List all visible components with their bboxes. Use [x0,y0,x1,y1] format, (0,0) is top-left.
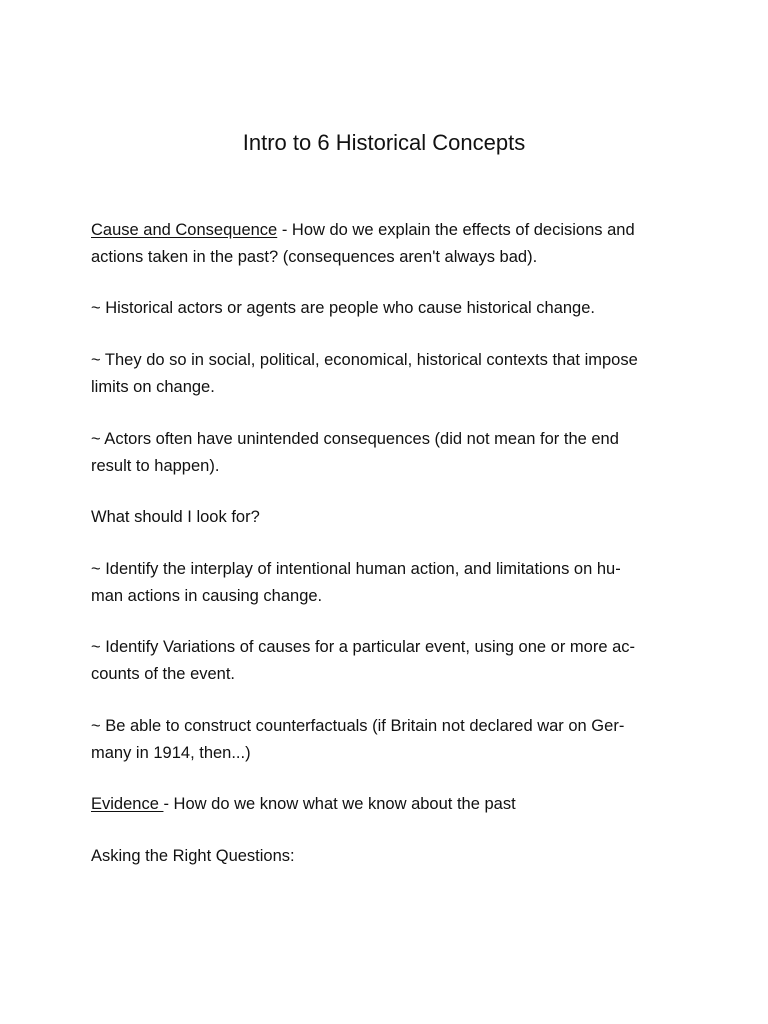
bullet-contexts-line1: ~ They do so in social, political, economical, historical contexts that impose [91,351,638,369]
bullet-interplay-line1: ~ Identify the interplay of intentional human action, and limitations on hu- [91,560,621,578]
bullet-unintended-line1: ~ Actors often have unintended consequences (did not mean for the end [91,430,619,448]
look-for-heading [91,504,681,531]
evidence-paragraph [91,791,681,818]
cause-consequence-text-line1: - How do we explain the effects of decisions and [277,221,635,239]
bullet-variations-line1: ~ Identify Variations of causes for a particular event, using one or more ac- [91,638,636,656]
bullet-interplay [91,556,681,609]
bullet-variations [91,634,681,687]
bullet-variations-line2: counts of the event. [91,664,236,683]
asking-questions-heading [91,843,681,870]
bullet-counterfactuals [91,713,681,766]
bullet-contexts-line2: limits on change. [91,377,215,396]
asking-questions-text: Asking the Right Questions: [91,847,295,865]
bullet-unintended [91,426,681,479]
bullet-interplay-line2: man actions in causing change. [91,586,323,605]
look-for-text: What should I look for? [91,508,260,526]
bullet-counterfactuals-line1: ~ Be able to construct counterfactuals (if Britain not declared war on Ger- [91,717,625,735]
evidence-text: - How do we know what we know about the past [163,795,516,813]
bullet-historical-actors-text: ~ Historical actors or agents are people who cause historical change. [91,299,595,317]
cause-consequence-paragraph [91,217,681,270]
bullet-historical-actors [91,295,681,322]
bullet-unintended-line2: result to happen). [91,456,220,475]
bullet-counterfactuals-line2: many in 1914, then...) [91,743,251,762]
bullet-contexts [91,347,681,400]
evidence-heading: Evidence [91,795,164,813]
document-title: Intro to 6 Historical Concepts [242,130,526,155]
cause-consequence-heading: Cause and Consequence [91,221,278,239]
cause-consequence-text-line2: actions taken in the past? (consequences aren't always bad). [91,247,538,266]
